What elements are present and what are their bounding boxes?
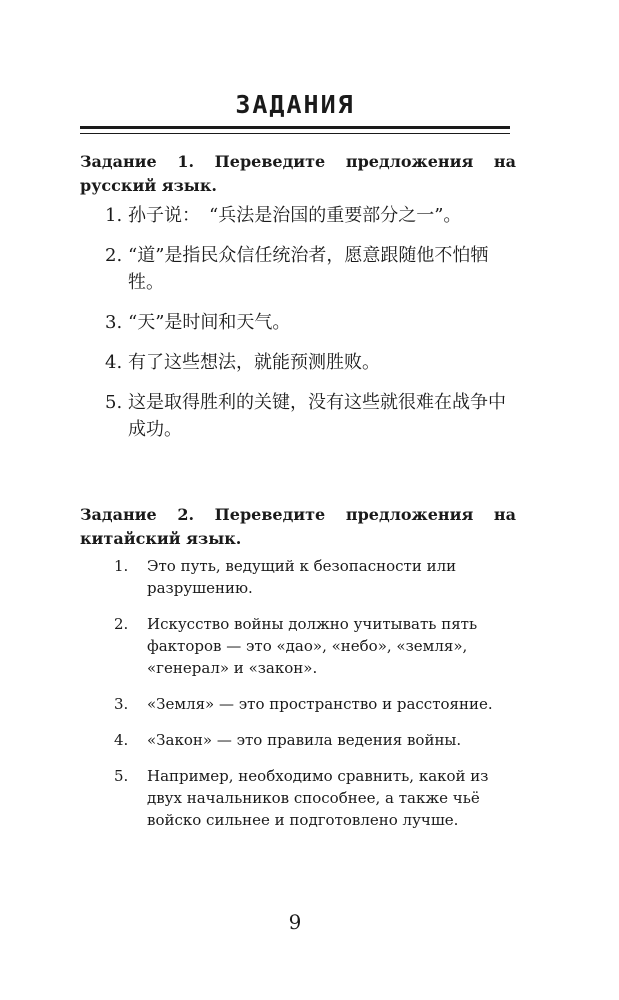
item-number: 3. [114,695,129,713]
task-2-list [105,555,515,845]
task-2-item [105,765,515,831]
task-1-item [105,309,515,336]
item-text: Например, необходимо сравнить, какой из двух начальников способнее, а также чьё войско сильнее и подготовлено лучше. [147,767,489,829]
item-number: 4. [114,731,129,749]
item-number: 5. [105,392,123,413]
task-2-item [105,613,515,679]
item-number: 1. [105,205,123,226]
item-text: «Земля» — это пространство и расстояние. [147,695,493,713]
task-2-item [105,555,515,599]
item-text: 这是取得胜利的关键，没有这些就很难在战争中成功。 [128,392,506,440]
page-number: 9 [288,910,302,934]
item-number: 2. [105,245,123,266]
item-text: Искусство войны должно учитывать пять факторов — это «дао», «небо», «земля», «генерал» и «закон». [147,615,478,677]
task-2-item [105,693,515,715]
task-1-item [105,389,515,443]
section-title: ЗАДАНИЯ [235,90,355,119]
task-2-item [105,729,515,751]
task-1-item [105,349,515,376]
item-number: 1. [114,557,129,575]
item-text: «Закон» — это правила ведения войны. [147,731,462,749]
item-text: “道”是指民众信任统治者，愿意跟随他不怕牺牲。 [128,245,489,293]
item-text: Это путь, ведущий к безопасности или разрушению. [147,557,457,597]
title-rule-thick [80,126,510,129]
task-1-list [105,202,515,456]
task-1-heading: Задание 1. Переведите предложения на русский язык. [80,152,516,195]
item-text: 有了这些想法，就能预测胜败。 [128,352,380,373]
item-text: “天”是时间和天气。 [128,312,291,333]
task-1-item [105,202,515,229]
item-number: 2. [114,615,129,633]
task-1-item [105,242,515,296]
item-number: 5. [114,767,129,785]
item-number: 3. [105,312,123,333]
title-rule-thin [80,133,510,134]
item-text: 孙子说： “兵法是治国的重要部分之一”。 [128,205,462,226]
item-number: 4. [105,352,123,373]
task-2-heading: Задание 2. Переведите предложения на китайский язык. [80,505,516,548]
